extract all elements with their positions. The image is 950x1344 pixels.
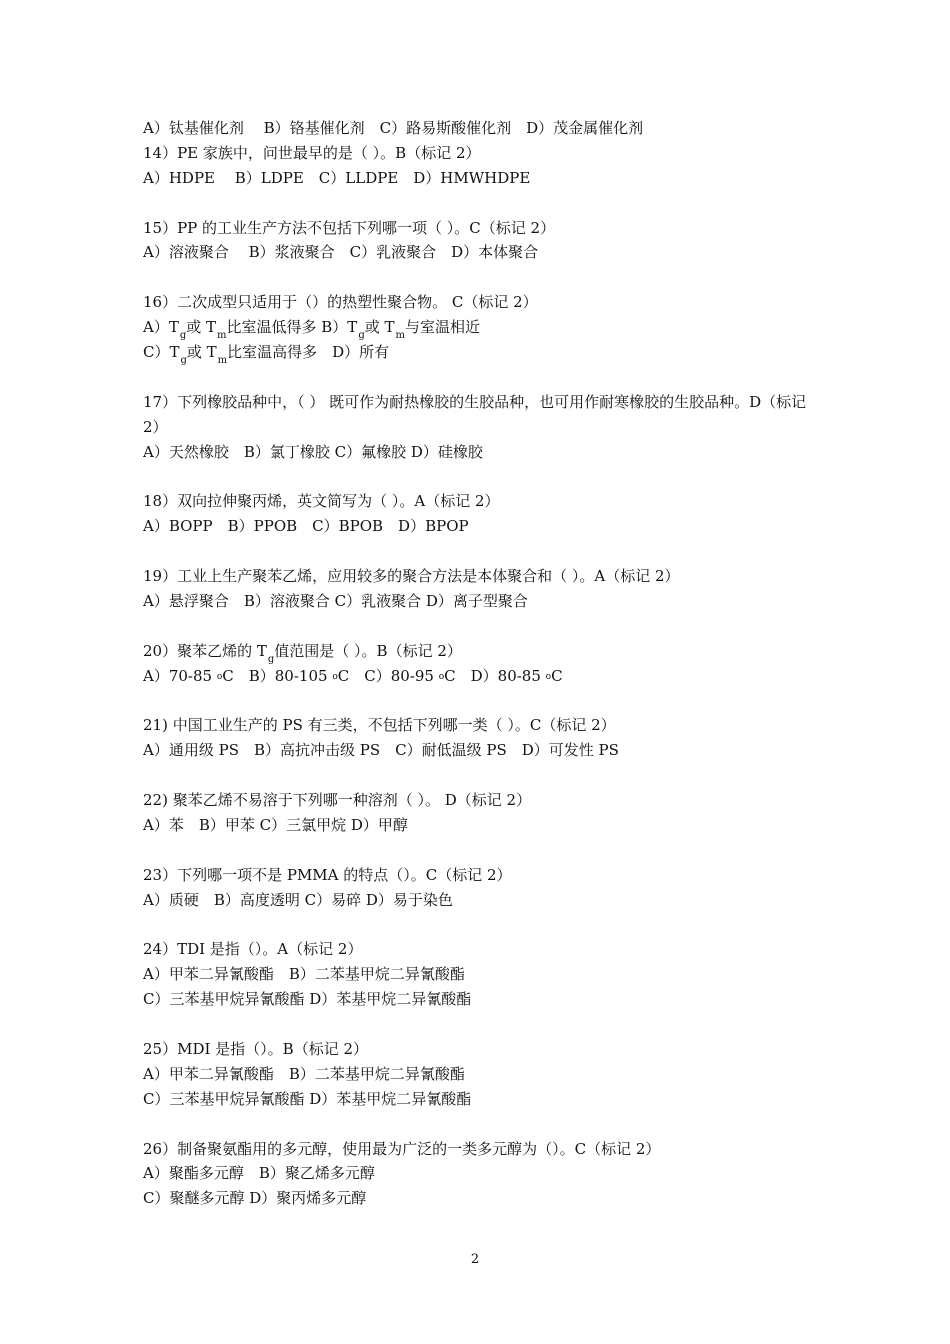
q15-options: A）溶液聚合 B）浆液聚合 C）乳液聚合 D）本体聚合 <box>143 243 539 262</box>
q21-question: 21) 中国工业生产的 PS 有三类，不包括下列哪一类（ ）。C（标记 2） <box>143 716 616 735</box>
q16-options-cd: $C)T_g$或 $T_m$比室温高得多 D）所有 <box>143 343 390 367</box>
spacer <box>143 539 823 564</box>
q18-options: A）BOPP B）PPOB C）BPOB D）BPOP <box>143 517 469 536</box>
spacer <box>143 1012 823 1037</box>
q22-options: A）苯 B）甲苯 C）三氯甲烷 D）甲醇 <box>143 815 408 834</box>
spacer <box>143 265 823 290</box>
q19-question: 19）工业上生产聚苯乙烯，应用较多的聚合方法是本体聚合和（ ）。A（标记 2） <box>143 567 680 586</box>
q20-options: A）70-85 oC B）80-105 oC C）80-95 oC D）80-85 oC <box>143 666 563 685</box>
document-body <box>143 116 823 1211</box>
q20-question: 20）聚苯乙烯的 $T_g$值范围是（ ）。B（标记 2） <box>143 641 462 665</box>
spacer <box>143 614 823 639</box>
q23-options: A）质硬 B）高度透明 C）易碎 D）易于染色 <box>143 890 453 909</box>
q26-question: 26）制备聚氨酯用的多元醇，使用最为广泛的一类多元醇为（）。C（标记 2） <box>143 1139 661 1158</box>
spacer <box>143 838 823 863</box>
spacer <box>143 191 823 216</box>
q17-question: 17）下列橡胶品种中，（ ） 既可作为耐热橡胶的生胶品种，也可用作耐寒橡胶的生胶品种。D（标记 2） <box>143 392 807 436</box>
q26-options-cd: C）聚醚多元醇 D）聚丙烯多元醇 <box>143 1189 367 1208</box>
q13-options: A）钛基催化剂 B）铬基催化剂 C）路易斯酸催化剂 D）茂金属催化剂 <box>143 119 644 137</box>
q19-options: A）悬浮聚合 B）溶液聚合 C）乳液聚合 D）离子型聚合 <box>143 591 528 610</box>
q25-options-ab: A）甲苯二异氰酸酯 B）二苯基甲烷二异氰酸酯 <box>143 1064 465 1083</box>
spacer <box>143 1112 823 1137</box>
q25-options-cd: C）三苯基甲烷异氰酸酯 D）苯基甲烷二异氰酸酯 <box>143 1089 472 1108</box>
q16-options-ab: $A)T_g$或 $T_m$比室温低得多 $B)T_g$或 $T_m$与室温相近 <box>143 318 480 342</box>
spacer <box>143 913 823 938</box>
q22-question: 22) 聚苯乙烯不易溶于下列哪一种溶剂（ ）。 D（标记 2） <box>143 791 532 810</box>
q21-options: A）通用级 PS B）高抗冲击级 PS C）耐低温级 PS D）可发性 PS <box>143 741 619 760</box>
q18-question: 18）双向拉伸聚丙烯，英文简写为（ ）。A（标记 2） <box>143 492 500 511</box>
q15-question: 15）PP 的工业生产方法不包括下列哪一项（ ）。C（标记 2） <box>143 218 556 237</box>
q24-question: 24）TDI 是指（）。A（标记 2） <box>143 940 363 959</box>
page-number: 2 <box>470 1252 480 1267</box>
q16-question: 16）二次成型只适用于（）的热塑性聚合物。 C（标记 2） <box>143 293 538 312</box>
spacer <box>143 689 823 714</box>
q24-options-cd: C）三苯基甲烷异氰酸酯 D）苯基甲烷二异氰酸酯 <box>143 990 472 1009</box>
q17-options: A）天然橡胶 B）氯丁橡胶 C）氟橡胶 D）硅橡胶 <box>143 442 483 461</box>
spacer <box>143 465 823 490</box>
q14-question: 14）PE 家族中，问世最早的是（ ）。B（标记 2） <box>143 143 481 162</box>
spacer <box>143 365 823 390</box>
q24-options-ab: A）甲苯二异氰酸酯 B）二苯基甲烷二异氰酸酯 <box>143 965 465 984</box>
q23-question: 23）下列哪一项不是 PMMA 的特点（）。C（标记 2） <box>143 865 512 884</box>
q25-question: 25）MDI 是指（）。B（标记 2） <box>143 1039 369 1058</box>
spacer <box>143 763 823 788</box>
q26-options-ab: A）聚酯多元醇 B）聚乙烯多元醇 <box>143 1164 375 1183</box>
q14-options: A）HDPE B）LDPE C）LLDPE D）HMWHDPE <box>143 168 531 187</box>
